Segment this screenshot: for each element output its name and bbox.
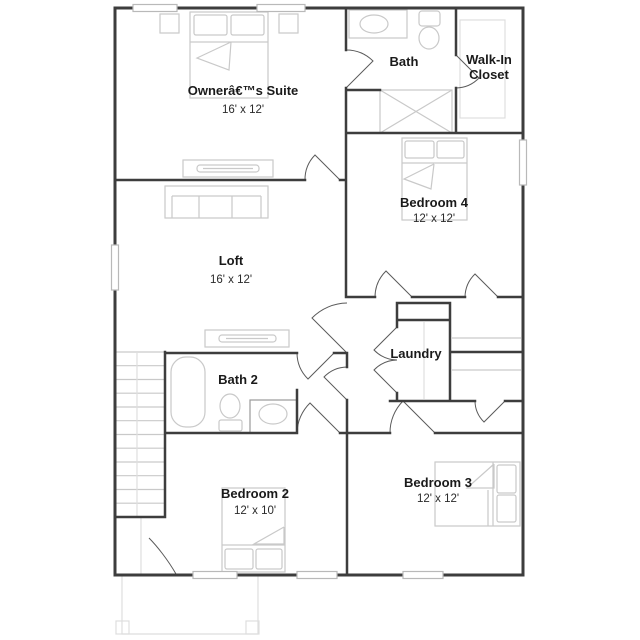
room-dims-bedroom2: 12' x 10' — [233, 505, 277, 517]
room-dims-loft: 16' x 12' — [209, 274, 253, 286]
porch-outline — [116, 576, 259, 634]
bedroom4-door — [375, 271, 412, 297]
room-labels — [188, 52, 512, 517]
room-label-walk-in-closet-line2: Closet — [469, 67, 509, 82]
room-label-bath: Bath — [389, 54, 419, 69]
porch-post — [246, 621, 259, 634]
bath2-door — [297, 353, 334, 379]
stair-door-leaf — [149, 538, 176, 574]
bedroom4-closet-door — [465, 274, 498, 297]
bath2-toilet — [219, 394, 242, 431]
room-dims-bedroom3: 12' x 12' — [416, 493, 460, 505]
closet-shelves — [452, 338, 521, 370]
bath-shower — [380, 90, 452, 133]
loft-sofa — [165, 186, 268, 218]
window — [112, 245, 119, 290]
room-dims-bedroom4: 12' x 12' — [412, 213, 456, 225]
bedroom3-door — [390, 401, 435, 433]
room-dims-owners-suite: 16' x 12' — [221, 104, 265, 116]
bath2-vanity — [250, 400, 297, 433]
window — [297, 572, 337, 579]
stairs — [117, 352, 166, 574]
laundry-door-lower — [374, 360, 397, 393]
bedroom2-door — [297, 403, 340, 433]
window — [520, 140, 527, 185]
hall-pocket-door — [324, 367, 347, 400]
windows — [112, 5, 527, 579]
window — [133, 5, 177, 12]
room-label-bath2: Bath 2 — [218, 372, 258, 387]
nightstand — [279, 14, 298, 33]
room-label-walk-in-closet-line1: Walk-In — [466, 52, 512, 67]
nightstand — [160, 14, 179, 33]
room-label-bedroom4: Bedroom 4 — [400, 195, 468, 210]
window — [193, 572, 237, 579]
owners-suite-door — [305, 155, 340, 180]
room-label-laundry: Laundry — [390, 346, 442, 361]
bath2-tub — [171, 357, 205, 427]
bath-door — [346, 50, 373, 88]
window — [403, 572, 443, 579]
owners-suite-dresser — [183, 160, 273, 177]
window — [257, 5, 305, 12]
room-label-bedroom3: Bedroom 3 — [404, 475, 472, 490]
bedroom3-closet-door — [475, 401, 505, 422]
loft-console — [205, 330, 289, 347]
bath-toilet — [419, 11, 440, 49]
loft-hall-door — [312, 303, 347, 353]
room-label-bedroom2: Bedroom 2 — [221, 486, 289, 501]
room-label-loft: Loft — [218, 253, 244, 268]
room-label-owners-suite: Ownerâ€™s Suite — [187, 83, 299, 98]
bath-vanity — [349, 10, 407, 38]
